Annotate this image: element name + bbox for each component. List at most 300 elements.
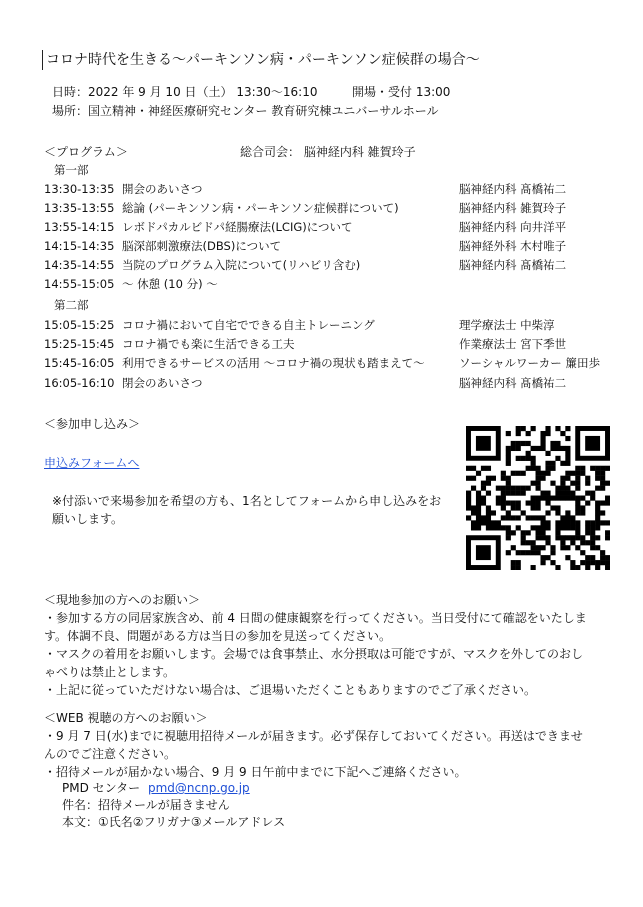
qr-module	[536, 530, 541, 535]
qr-module	[570, 491, 575, 496]
qr-module	[471, 476, 476, 481]
program-title: 当院のプログラム入院について(リハビリ含む)	[122, 258, 361, 272]
qr-module	[486, 515, 491, 520]
qr-module	[585, 481, 590, 486]
apply-form-link[interactable]: 申込みフォームへ	[44, 456, 140, 470]
qr-module	[540, 496, 545, 501]
qr-module	[506, 500, 511, 505]
apply-heading: ＜参加申し込み＞	[44, 417, 141, 431]
qr-module	[471, 505, 476, 510]
qr-module	[590, 525, 595, 530]
qr-module	[531, 461, 536, 466]
qr-module	[506, 431, 511, 436]
qr-module	[555, 525, 560, 530]
qr-module	[565, 456, 570, 461]
qr-module	[521, 510, 526, 515]
qr-module	[536, 486, 541, 491]
qr-module	[540, 545, 545, 550]
program-row	[44, 237, 624, 255]
qr-module	[471, 510, 476, 515]
qr-module	[605, 481, 610, 486]
qr-module	[476, 510, 481, 515]
qr-module	[511, 530, 516, 535]
program-row	[44, 354, 624, 372]
qr-module	[521, 456, 526, 461]
qr-module	[536, 515, 541, 520]
qr-module	[580, 550, 585, 555]
qr-module	[575, 486, 580, 491]
qr-module	[545, 496, 550, 501]
program-time: 13:30-13:35	[44, 182, 115, 196]
qr-module	[506, 535, 511, 540]
qr-module	[545, 451, 550, 456]
qr-module	[476, 496, 481, 501]
qr-module	[570, 540, 575, 545]
qr-module	[600, 560, 605, 565]
qr-module	[471, 486, 476, 491]
qr-module	[531, 550, 536, 555]
qr-module	[536, 545, 541, 550]
qr-module	[570, 565, 575, 570]
qr-module	[555, 491, 560, 496]
qr-module	[575, 520, 580, 525]
qr-module	[590, 535, 595, 540]
qr-module	[600, 520, 605, 525]
web-note: ・招待メールが届かない場合、9 月 9 日午前中までに下記へご連絡ください。	[44, 765, 467, 779]
qr-module	[580, 496, 585, 501]
qr-module	[545, 520, 550, 525]
qr-module	[521, 426, 526, 431]
qr-module	[585, 555, 590, 560]
qr-module	[536, 476, 541, 481]
qr-module	[565, 525, 570, 530]
qr-module	[531, 515, 536, 520]
qr-module	[560, 496, 565, 501]
program-time: 15:25-15:45	[44, 337, 115, 351]
qr-module	[516, 525, 521, 530]
qr-module	[560, 446, 565, 451]
program-row	[44, 335, 624, 353]
qr-module	[486, 505, 491, 510]
qr-module	[526, 431, 531, 436]
qr-module	[501, 496, 506, 501]
qr-module	[580, 540, 585, 545]
part1-label: 第一部	[54, 163, 89, 177]
qr-module	[555, 426, 560, 431]
qr-module	[481, 486, 486, 491]
qr-module	[516, 515, 521, 520]
qr-module	[585, 525, 590, 530]
program-time: 16:05-16:10	[44, 376, 115, 390]
qr-module	[550, 441, 555, 446]
qr-module	[575, 471, 580, 476]
qr-module	[555, 496, 560, 501]
qr-module	[600, 555, 605, 560]
qr-module	[476, 500, 481, 505]
program-speaker: 作業療法士 宮下季世	[459, 337, 567, 351]
qr-module	[511, 441, 516, 446]
qr-module	[565, 451, 570, 456]
event-date: 日時：2022 年 9 月 10 日（土） 13:30～16:10	[52, 85, 318, 99]
qr-module	[501, 505, 506, 510]
contact-email-link[interactable]: pmd@ncnp.go.jp	[148, 781, 250, 795]
qr-module	[540, 525, 545, 530]
qr-module	[595, 471, 600, 476]
qr-module	[560, 486, 565, 491]
qr-module	[600, 550, 605, 555]
qr-module	[585, 436, 600, 451]
qr-module	[540, 530, 545, 535]
qr-module	[600, 476, 605, 481]
qr-module	[486, 525, 491, 530]
onsite-note: ・上記に従っていただけない場合は、ご退場いただくこともありますのでご了承ください。	[44, 683, 537, 697]
qr-module	[560, 461, 565, 466]
qr-module	[580, 505, 585, 510]
qr-module	[575, 481, 580, 486]
qr-module	[590, 560, 595, 565]
qr-module	[531, 426, 536, 431]
program-title: ～ 休憩 (10 分) ～	[122, 277, 218, 291]
qr-module	[600, 500, 605, 505]
qr-module	[540, 446, 545, 451]
qr-module	[560, 520, 565, 525]
qr-module	[496, 525, 501, 530]
program-row	[44, 199, 624, 217]
qr-module	[575, 476, 580, 481]
qr-module	[605, 496, 610, 501]
qr-module	[531, 505, 536, 510]
qr-module	[550, 550, 555, 555]
qr-module	[536, 550, 541, 555]
qr-module	[516, 486, 521, 491]
qr-module	[565, 476, 570, 481]
qr-module	[570, 471, 575, 476]
qr-module	[506, 451, 511, 456]
qr-module	[605, 565, 610, 570]
qr-module	[501, 491, 506, 496]
qr-module	[486, 520, 491, 525]
qr-module	[536, 446, 541, 451]
qr-module	[511, 491, 516, 496]
qr-module	[526, 466, 531, 471]
qr-module	[580, 535, 585, 540]
qr-module	[605, 530, 610, 535]
qr-module	[526, 441, 531, 446]
program-row	[44, 180, 624, 198]
qr-module	[511, 505, 516, 510]
qr-module	[565, 535, 570, 540]
qr-module	[521, 491, 526, 496]
program-row	[44, 218, 624, 236]
qr-module	[545, 471, 550, 476]
qr-module	[565, 555, 570, 560]
program-time: 15:45-16:05	[44, 356, 115, 370]
qr-module	[560, 545, 565, 550]
qr-module	[600, 466, 605, 471]
program-row	[44, 374, 624, 392]
qr-module	[590, 491, 595, 496]
qr-module	[501, 476, 506, 481]
qr-module	[600, 510, 605, 515]
qr-module	[516, 456, 521, 461]
qr-module	[491, 520, 496, 525]
qr-module	[526, 500, 531, 505]
qr-module	[595, 510, 600, 515]
qr-module	[575, 530, 580, 535]
qr-module	[555, 535, 560, 540]
qr-module	[545, 535, 550, 540]
qr-module	[555, 510, 560, 515]
qr-module	[545, 491, 550, 496]
qr-module	[605, 535, 610, 540]
qr-module	[511, 560, 516, 565]
qr-module	[565, 471, 570, 476]
qr-module	[545, 426, 550, 431]
qr-module	[580, 560, 585, 565]
qr-module	[545, 540, 550, 545]
qr-module	[595, 535, 600, 540]
qr-module	[555, 456, 560, 461]
qr-module	[570, 560, 575, 565]
qr-module	[486, 491, 491, 496]
qr-module	[540, 515, 545, 520]
program-time: 14:15-14:35	[44, 239, 115, 253]
qr-module	[585, 491, 590, 496]
qr-module	[481, 466, 486, 471]
qr-module	[595, 500, 600, 505]
qr-module	[506, 525, 511, 530]
qr-module	[491, 510, 496, 515]
part2-label: 第二部	[54, 298, 89, 312]
qr-module	[545, 500, 550, 505]
qr-module	[506, 476, 511, 481]
qr-module	[531, 545, 536, 550]
qr-module	[590, 466, 595, 471]
program-title: 利用できるサービスの活用 ～コロナ禍の現状も踏まえて～	[122, 356, 425, 370]
qr-module	[600, 481, 605, 486]
qr-module	[600, 486, 605, 491]
qr-module	[516, 550, 521, 555]
qr-module	[466, 500, 471, 505]
qr-module	[550, 466, 555, 471]
qr-module	[526, 550, 531, 555]
qr-code-icon[interactable]	[466, 426, 610, 570]
onsite-note: ・マスクの着用をお願いします。会場では食事禁止、水分摂取は可能ですが、マスクを外してのおしゃべりは禁止とします。	[44, 647, 584, 679]
qr-module	[540, 476, 545, 481]
qr-module	[481, 520, 486, 525]
qr-module	[516, 431, 521, 436]
program-speaker: 脳神経内科 髙橋祐二	[459, 182, 567, 196]
qr-module	[595, 505, 600, 510]
qr-module	[565, 496, 570, 501]
qr-module	[545, 555, 550, 560]
program-speaker: 脳神経内科 髙橋祐二	[459, 376, 567, 390]
qr-module	[570, 496, 575, 501]
qr-module	[585, 530, 590, 535]
qr-module	[526, 451, 531, 456]
qr-module	[540, 431, 545, 436]
qr-module	[580, 510, 585, 515]
onsite-note: ・参加する方の同居家族含め、前 4 日間の健康観察を行ってください。当日受付にて確認をいたします。体調不良、問題がある方は当日の参加を見送ってください。	[44, 611, 587, 643]
program-row	[44, 256, 624, 274]
qr-module	[521, 441, 526, 446]
qr-module	[590, 496, 595, 501]
program-title: 脳深部刺激療法(DBS)について	[122, 239, 282, 253]
qr-module	[526, 540, 531, 545]
qr-module	[521, 530, 526, 535]
qr-module	[595, 560, 600, 565]
qr-module	[570, 535, 575, 540]
qr-module	[540, 471, 545, 476]
qr-module	[595, 466, 600, 471]
qr-module	[590, 530, 595, 535]
qr-module	[595, 525, 600, 530]
qr-module	[526, 530, 531, 535]
qr-module	[476, 491, 481, 496]
qr-module	[471, 466, 476, 471]
qr-module	[531, 500, 536, 505]
qr-module	[506, 446, 511, 451]
program-speaker: 脳神経内科 髙橋祐二	[459, 258, 567, 272]
qr-module	[555, 530, 560, 535]
qr-module	[595, 520, 600, 525]
qr-module	[516, 565, 521, 570]
qr-module	[496, 500, 501, 505]
qr-module	[521, 535, 526, 540]
event-place: 場所：国立精神・神経医療研究センター 教育研究棟ユニバーサルホール	[52, 104, 439, 118]
qr-module	[580, 466, 585, 471]
program-speaker: 脳神経外科 木村唯子	[459, 239, 567, 253]
contact-org: PMD センター	[62, 781, 141, 795]
qr-module	[540, 535, 545, 540]
qr-module	[516, 441, 521, 446]
qr-module	[516, 560, 521, 565]
qr-module	[595, 515, 600, 520]
qr-module	[496, 520, 501, 525]
qr-module	[531, 466, 536, 471]
program-title: 開会のあいさつ	[122, 182, 203, 196]
program-heading: ＜プログラム＞	[44, 145, 128, 159]
qr-module	[555, 565, 560, 570]
qr-module	[595, 476, 600, 481]
qr-module	[595, 486, 600, 491]
qr-module	[565, 436, 570, 441]
qr-module	[516, 491, 521, 496]
qr-module	[506, 550, 511, 555]
qr-module	[590, 555, 595, 560]
qr-module	[545, 461, 550, 466]
qr-module	[545, 431, 550, 436]
qr-module	[540, 560, 545, 565]
qr-module	[531, 565, 536, 570]
qr-module	[565, 510, 570, 515]
qr-module	[575, 500, 580, 505]
qr-module	[531, 496, 536, 501]
qr-module	[585, 540, 590, 545]
qr-module	[560, 491, 565, 496]
qr-module	[555, 505, 560, 510]
qr-module	[466, 505, 471, 510]
program-time: 15:05-15:25	[44, 318, 115, 332]
qr-module	[526, 515, 531, 520]
qr-module	[545, 510, 550, 515]
qr-module	[605, 555, 610, 560]
qr-module	[521, 550, 526, 555]
program-speaker: ソーシャルワーカー 簾田歩	[459, 356, 600, 370]
qr-module	[501, 486, 506, 491]
qr-module	[476, 545, 491, 560]
qr-module	[536, 481, 541, 486]
qr-module	[570, 481, 575, 486]
program-speaker: 脳神経内科 向井洋平	[459, 220, 567, 234]
qr-module	[466, 491, 471, 496]
qr-module	[491, 476, 496, 481]
qr-module	[506, 456, 511, 461]
qr-module	[526, 456, 531, 461]
qr-module	[501, 525, 506, 530]
qr-module	[590, 545, 595, 550]
qr-module	[560, 476, 565, 481]
qr-module	[540, 555, 545, 560]
qr-module	[550, 496, 555, 501]
qr-module	[605, 466, 610, 471]
qr-module	[511, 515, 516, 520]
qr-module	[511, 500, 516, 505]
qr-module	[491, 525, 496, 530]
qr-module	[555, 446, 560, 451]
program-title: レボドパカルビドパ経腸療法(LCIG)について	[122, 220, 353, 234]
qr-module	[531, 540, 536, 545]
qr-module	[486, 466, 491, 471]
qr-module	[516, 446, 521, 451]
qr-module	[481, 515, 486, 520]
qr-module	[476, 436, 491, 451]
qr-module	[506, 510, 511, 515]
program-title: コロナ禍において自宅でできる自主トレーニング	[122, 318, 375, 332]
qr-module	[486, 510, 491, 515]
qr-module	[506, 461, 511, 466]
qr-module	[540, 491, 545, 496]
program-row	[44, 316, 624, 334]
qr-module	[516, 471, 521, 476]
qr-module	[486, 481, 491, 486]
qr-module	[466, 466, 471, 471]
event-open-time: 開場・受付 13:00	[352, 85, 451, 99]
qr-module	[511, 565, 516, 570]
qr-module	[565, 486, 570, 491]
qr-module	[585, 476, 590, 481]
qr-module	[496, 496, 501, 501]
qr-module	[560, 540, 565, 545]
program-title: 総論 (パーキンソン病・パーキンソン症候群について)	[122, 201, 399, 215]
qr-module	[536, 505, 541, 510]
qr-module	[560, 525, 565, 530]
qr-module	[550, 560, 555, 565]
qr-module	[531, 481, 536, 486]
qr-module	[506, 515, 511, 520]
qr-module	[536, 496, 541, 501]
qr-module	[595, 565, 600, 570]
qr-module	[570, 525, 575, 530]
qr-module	[575, 505, 580, 510]
qr-module	[585, 560, 590, 565]
qr-module	[570, 520, 575, 525]
qr-module	[536, 500, 541, 505]
qr-module	[506, 491, 511, 496]
qr-module	[550, 545, 555, 550]
qr-module	[536, 471, 541, 476]
qr-module	[506, 486, 511, 491]
